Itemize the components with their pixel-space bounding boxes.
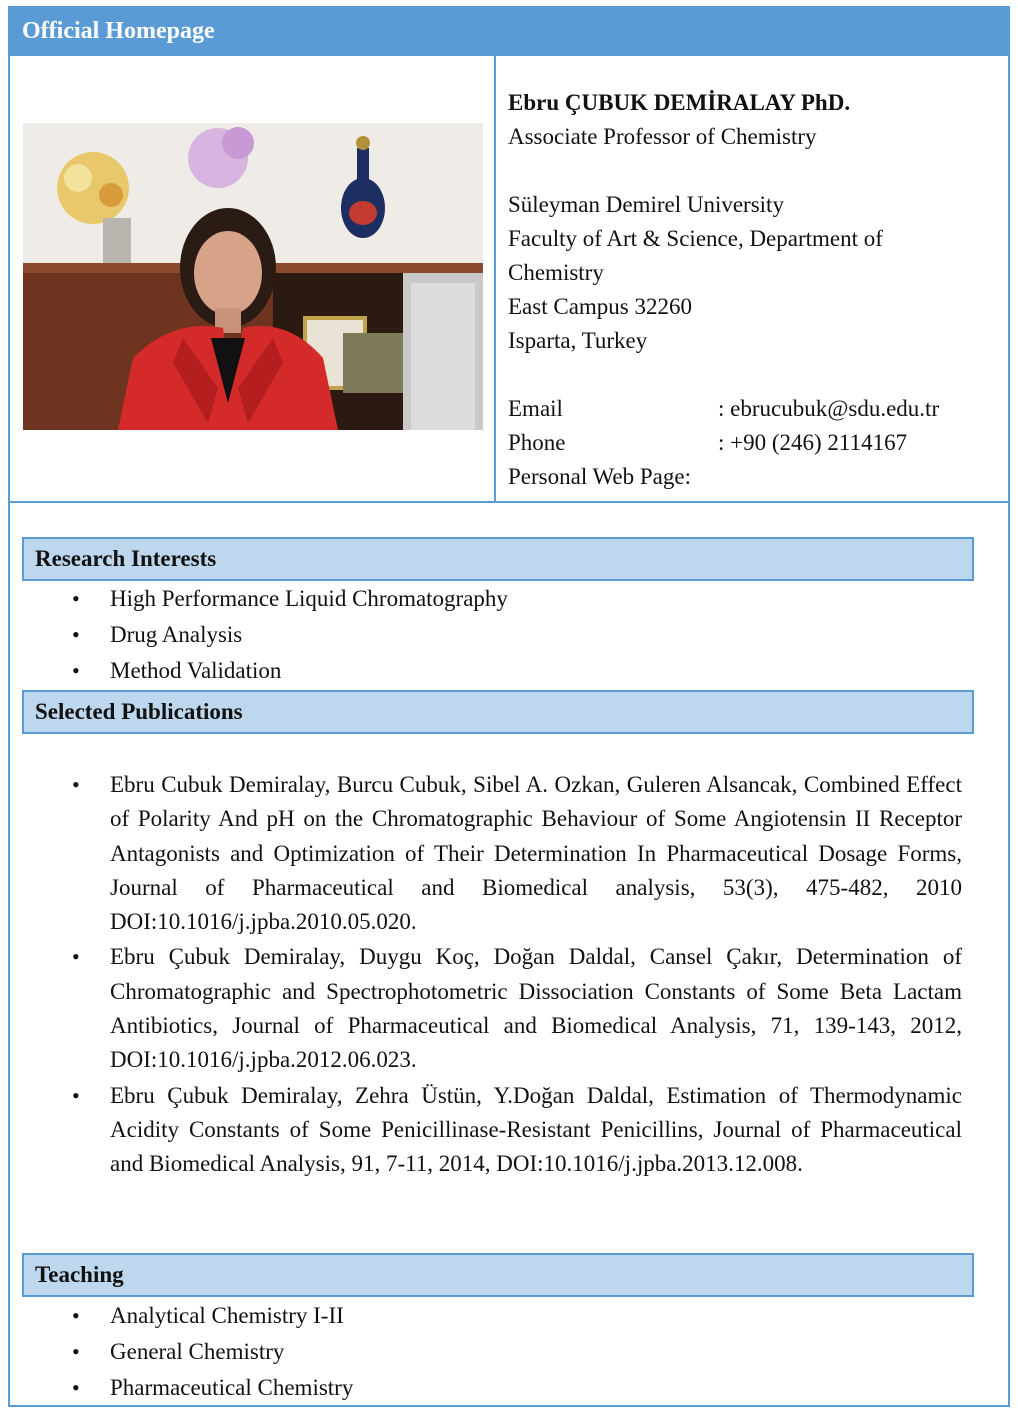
list-item: • Pharmaceutical Chemistry — [10, 1370, 353, 1406]
profile-photo — [23, 123, 483, 430]
web-page-label: Personal Web Page: — [508, 464, 691, 489]
person-name: Ebru ÇUBUK DEMİRALAY PhD. — [508, 90, 851, 115]
list-item: • Method Validation — [10, 653, 508, 689]
publications-list — [10, 768, 962, 1183]
list-item: • General Chemistry — [10, 1334, 353, 1370]
address-line-2: Isparta, Turkey — [508, 328, 648, 353]
email-row — [508, 392, 998, 426]
department-line: Faculty of Art & Science, Department of — [508, 226, 883, 251]
publication-item: • Ebru Cubuk Demiralay, Burcu Cubuk, Sibel A. Ozkan, Guleren Alsancak, Combined Effect of Polarity And pH on the Chromatographic Behaviour of Some Angiotensin II Receptor Antagonists and Optimization of Their Determination In Pharmaceutical Dosage Forms, Journal of Pharmaceutical and Biomedical analysis, 53(3), 475-482, 2010 DOI:10.1016/j.jpba.2010.05.020. — [10, 768, 962, 939]
list-item: • Drug Analysis — [10, 617, 508, 653]
phone-label: Phone — [508, 430, 566, 455]
page-frame — [8, 6, 1010, 1407]
email-value[interactable]: : ebrucubuk@sdu.edu.tr — [718, 396, 940, 421]
person-position: Associate Professor of Chemistry — [508, 124, 817, 149]
teaching-list — [10, 1298, 353, 1406]
research-list — [10, 581, 508, 689]
list-item: • High Performance Liquid Chromatography — [10, 581, 508, 617]
email-label: Email — [508, 396, 563, 421]
publication-item: • Ebru Çubuk Demiralay, Zehra Üstün, Y.Doğan Daldal, Estimation of Thermodynamic Acidity Constants of Some Penicillinase-Resistant Penicillins, Journal of Pharmaceutical and Biomedical Analysis, 91, 7-11, 2014, DOI:10.1016/j.jpba.2013.12.008. — [10, 1079, 962, 1182]
department-line-2: Chemistry — [508, 260, 604, 285]
contact-info — [508, 86, 998, 494]
page-title: Official Homepage — [10, 8, 1008, 56]
teaching-heading: Teaching — [22, 1253, 974, 1297]
publication-item: • Ebru Çubuk Demiralay, Duygu Koç, Doğan Daldal, Cansel Çakır, Determination of Chromatographic and Spectrophotometric Dissociation Constants of Some Beta Lactam Antibiotics, Journal of Pharmaceutical and Biomedical Analysis, 71, 139-143, 2012, DOI:10.1016/j.jpba.2012.06.023. — [10, 940, 962, 1077]
list-item: • Analytical Chemistry I-II — [10, 1298, 353, 1334]
publications-heading: Selected Publications — [22, 690, 974, 734]
phone-value: : +90 (246) 2114167 — [718, 430, 908, 455]
university: Süleyman Demirel University — [508, 192, 784, 217]
research-heading: Research Interests — [22, 537, 974, 581]
address-line: East Campus 32260 — [508, 294, 692, 319]
photo-cell — [10, 56, 496, 501]
profile-header — [10, 56, 1008, 503]
phone-row — [508, 426, 998, 460]
